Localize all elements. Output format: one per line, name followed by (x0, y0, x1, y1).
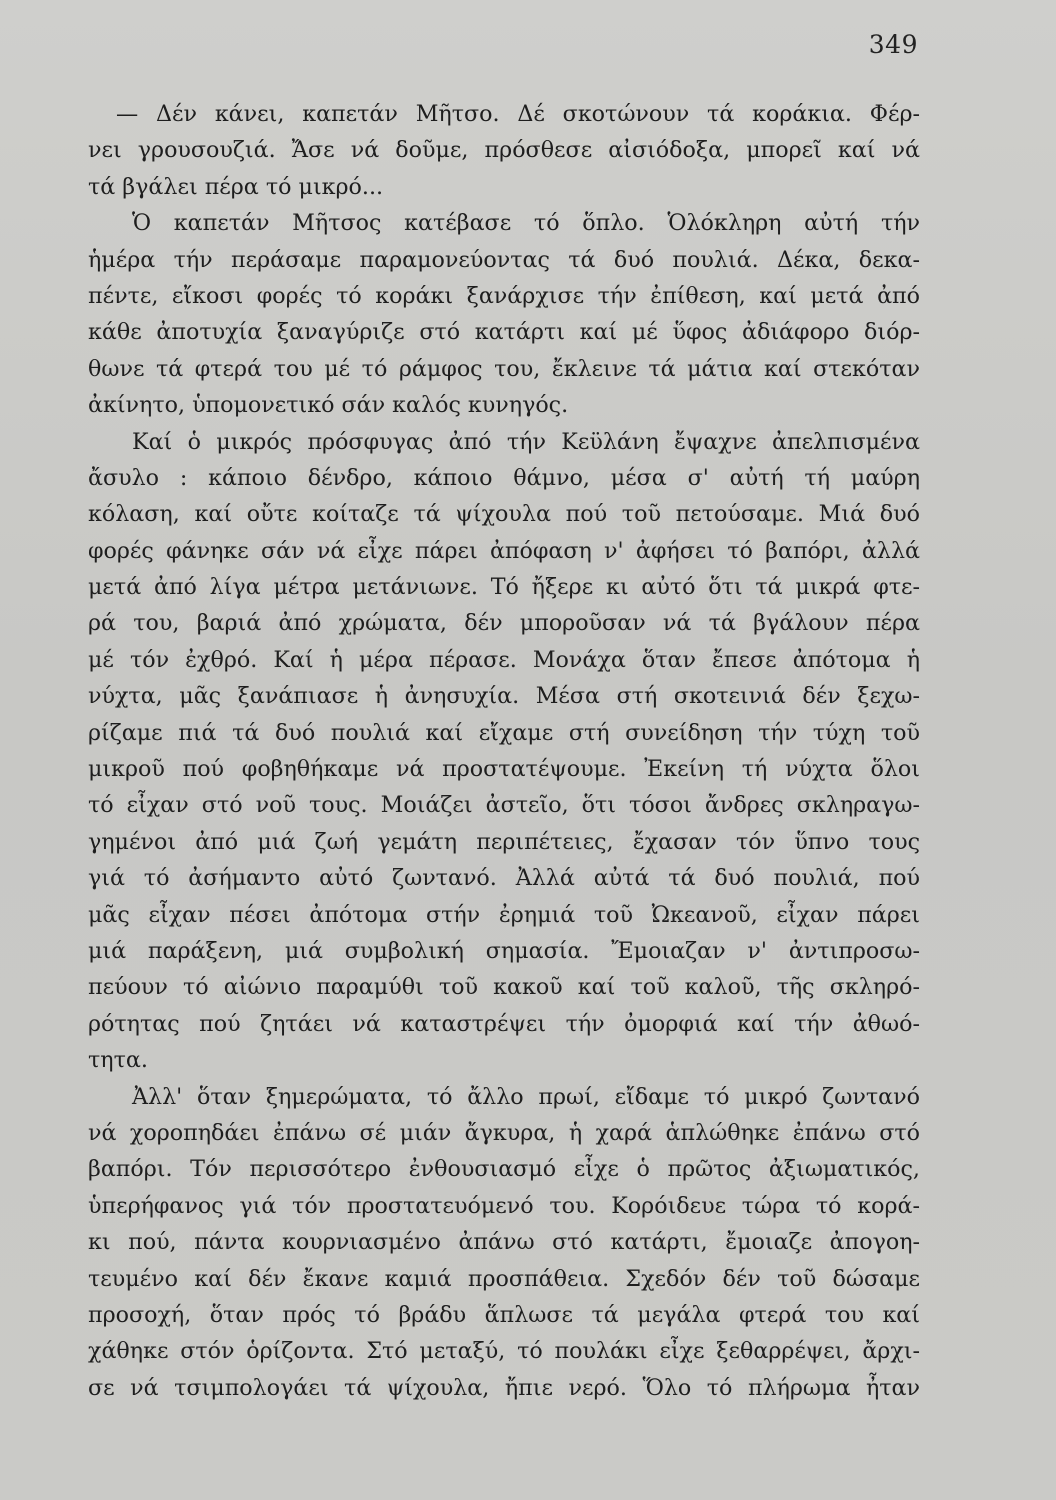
text-line: βαπόρι. Τόν περισσότερο ἐνθουσιασμό εἶχε ὁ πρῶτος ἀξιωματικός, (88, 1156, 920, 1183)
text-line: γημένοι ἀπό μιά ζωή γεμάτη περιπέτειες, ἔχασαν τόν ὕπνο τους (88, 828, 920, 855)
text-line: ρά του, βαριά ἀπό χρώματα, δέν μποροῦσαν νά τά βγάλουν πέρα (88, 610, 920, 637)
paragraph-1 (88, 96, 920, 205)
page-number: 349 (868, 30, 918, 59)
text-line: μετά ἀπό λίγα μέτρα μετάνιωνε. Τό ἤξερε κι αὐτό ὅτι τά μικρά φτε- (88, 574, 920, 601)
text-line: μᾶς εἶχαν πέσει ἀπότομα στήν ἐρημιά τοῦ Ὠκεανοῦ, εἶχαν πάρει (88, 901, 920, 928)
text-line: Ὁ καπετάν Μῆτσος κατέβασε τό ὅπλο. Ὁλόκληρη αὐτή τήν (132, 210, 920, 237)
text-line: Καί ὁ μικρός πρόσφυγας ἀπό τήν Κεϋλάνη ἔψαχνε ἀπελπισμένα (132, 428, 920, 455)
text-line: τό εἶχαν στό νοῦ τους. Μοιάζει ἀστεῖο, ὅτι τόσοι ἄνδρες σκληραγω- (88, 792, 920, 819)
paragraph-2 (88, 205, 920, 423)
text-line: φορές φάνηκε σάν νά εἶχε πάρει ἀπόφαση ν' ἀφήσει τό βαπόρι, ἀλλά (88, 537, 920, 564)
text-line: Ἀλλ' ὅταν ξημερώματα, τό ἄλλο πρωί, εἴδαμε τό μικρό ζωντανό (132, 1083, 920, 1110)
text-line: κι πού, πάντα κουρνιασμένο ἀπάνω στό κατάρτι, ἔμοιαζε ἀπογοη- (88, 1229, 920, 1256)
text-line: νά χοροπηδάει ἐπάνω σέ μιάν ἄγκυρα, ἡ χαρά ἁπλώθηκε ἐπάνω στό (88, 1119, 920, 1146)
paragraph-3 (88, 424, 920, 1079)
text-line: μέ τόν ἐχθρό. Καί ἡ μέρα πέρασε. Μονάχα ὅταν ἔπεσε ἀπότομα ἡ (88, 646, 920, 673)
text-line: ἄσυλο : κάποιο δένδρο, κάποιο θάμνο, μέσα σ' αὐτή τή μαύρη (88, 464, 920, 491)
text-line: πέντε, εἴκοσι φορές τό κοράκι ξανάρχισε τήν ἐπίθεση, καί μετά ἀπό (88, 282, 920, 309)
text-line: ὑπερήφανος γιά τόν προστατευόμενό του. Κορόιδευε τώρα τό κορά- (88, 1192, 920, 1219)
text-line: ρότητας πού ζητάει νά καταστρέψει τήν ὀμορφιά καί τήν ἀθωό- (88, 1010, 920, 1037)
text-line: ἀκίνητο, ὑπομονετικό σάν καλός κυνηγός. (88, 392, 569, 419)
text-line: ἡμέρα τήν περάσαμε παραμονεύοντας τά δυό πουλιά. Δέκα, δεκα- (88, 246, 920, 273)
text-line: θωνε τά φτερά του μέ τό ράμφος του, ἔκλεινε τά μάτια καί στεκόταν (88, 355, 920, 382)
body-text (88, 96, 920, 1406)
text-line: κόλαση, καί οὔτε κοίταζε τά ψίχουλα πού τοῦ πετούσαμε. Μιά δυό (88, 501, 920, 528)
text-line: πεύουν τό αἰώνιο παραμύθι τοῦ κακοῦ καί τοῦ καλοῦ, τῆς σκληρό- (88, 974, 920, 1001)
text-line: τευμένο καί δέν ἔκανε καμιά προσπάθεια. Σχεδόν δέν τοῦ δώσαμε (88, 1265, 920, 1292)
text-line: ρίζαμε πιά τά δυό πουλιά καί εἴχαμε στή συνείδηση τήν τύχη τοῦ (88, 719, 920, 746)
text-line: κάθε ἀποτυχία ξαναγύριζε στό κατάρτι καί μέ ὕφος ἀδιάφορο διόρ- (88, 319, 920, 346)
text-line: τά βγάλει πέρα τό μικρό... (88, 173, 384, 200)
paragraph-4 (88, 1079, 920, 1407)
text-line: — Δέν κάνει, καπετάν Μῆτσο. Δέ σκοτώνουν τά κοράκια. Φέρ- (116, 101, 920, 127)
text-line: χάθηκε στόν ὁρίζοντα. Στό μεταξύ, τό πουλάκι εἶχε ξεθαρρέψει, ἄρχι- (88, 1338, 920, 1365)
text-line: σε νά τσιμπολογάει τά ψίχουλα, ἤπιε νερό. Ὅλο τό πλήρωμα ἦταν (88, 1374, 920, 1401)
text-line: νει γρουσουζιά. Ἄσε νά δοῦμε, πρόσθεσε αἰσιόδοξα, μπορεῖ καί νά (88, 137, 920, 164)
text-line: προσοχή, ὅταν πρός τό βράδυ ἅπλωσε τά μεγάλα φτερά του καί (88, 1301, 920, 1328)
text-line: τητα. (88, 1047, 148, 1074)
text-line: νύχτα, μᾶς ξανάπιασε ἡ ἀνησυχία. Μέσα στή σκοτεινιά δέν ξεχω- (88, 683, 920, 710)
text-line: μιά παράξενη, μιά συμβολική σημασία. Ἔμοιαζαν ν' ἀντιπροσω- (88, 937, 920, 964)
text-line: γιά τό ἀσήμαντο αὐτό ζωντανό. Ἀλλά αὐτά τά δυό πουλιά, πού (88, 865, 920, 892)
text-line: μικροῦ πού φοβηθήκαμε νά προστατέψουμε. Ἐκείνη τή νύχτα ὅλοι (88, 756, 920, 783)
